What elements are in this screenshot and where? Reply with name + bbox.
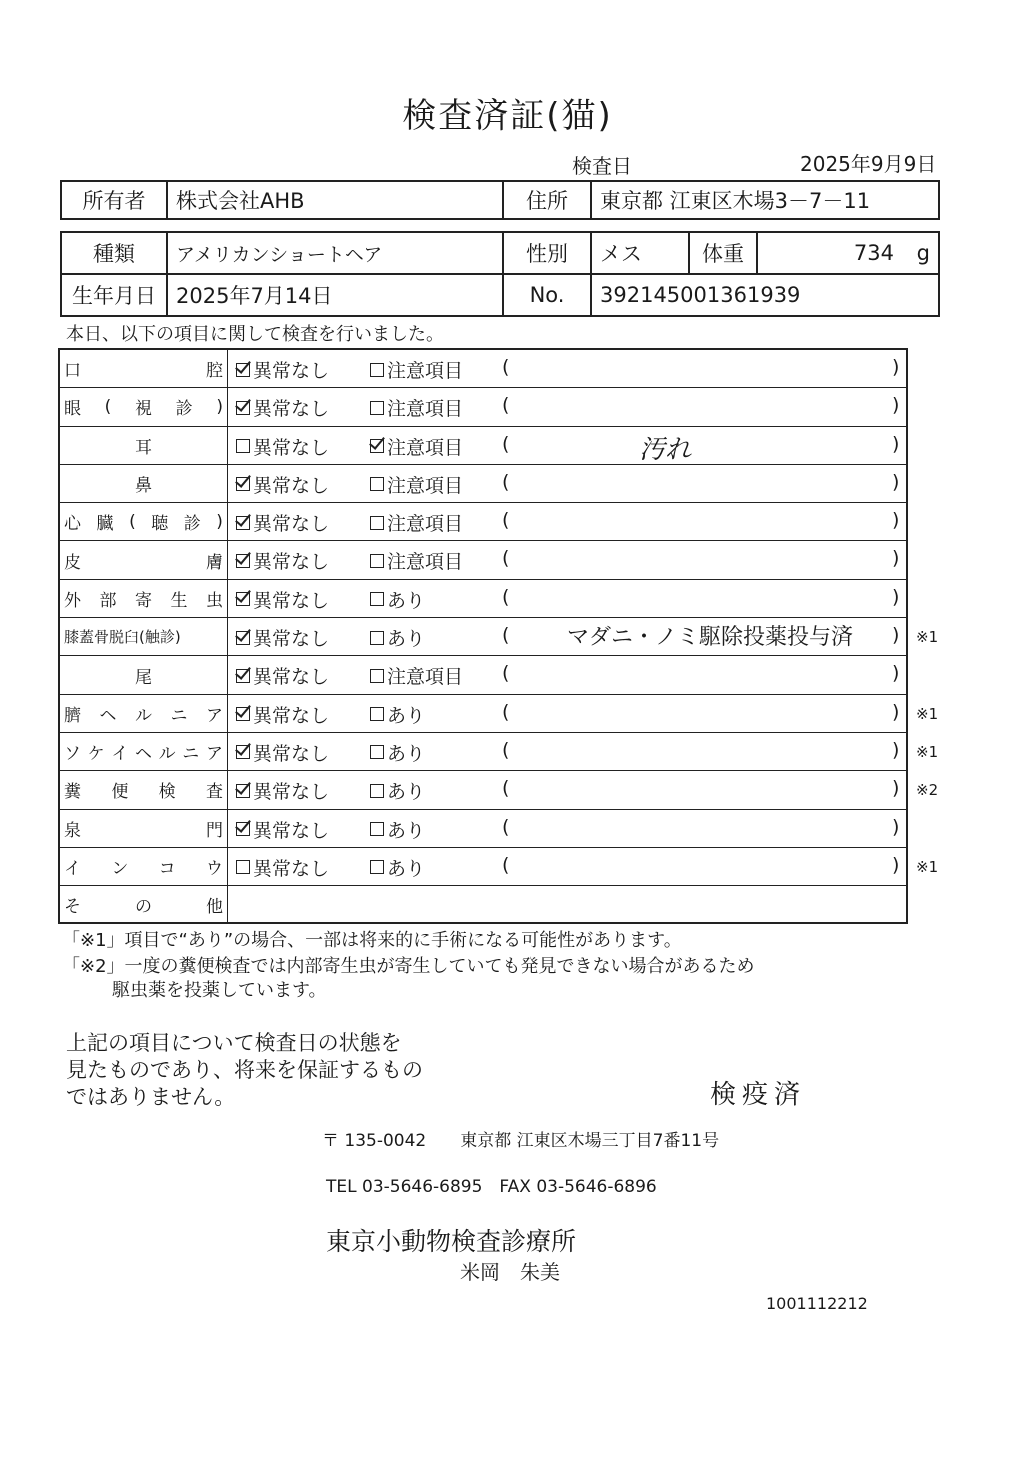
- second-option[interactable]: [370, 739, 425, 766]
- owner-table: [60, 180, 940, 220]
- second-checkbox[interactable]: [370, 477, 384, 491]
- normal-option[interactable]: [236, 701, 329, 728]
- item-note: 汚れ: [638, 434, 691, 465]
- normal-checkbox[interactable]: [236, 745, 250, 759]
- normal-option-label: 異常なし: [253, 857, 330, 880]
- animal-table: [60, 231, 940, 317]
- paren-close: ): [892, 394, 900, 417]
- second-checkbox[interactable]: [370, 707, 384, 721]
- second-option-label: 注意項目: [387, 474, 464, 497]
- inspection-date-label: 検査日: [572, 154, 632, 178]
- paren-open: (: [502, 356, 510, 378]
- paren-close: ): [892, 547, 900, 570]
- weight-value: 734: [853, 241, 894, 265]
- normal-option[interactable]: [236, 854, 329, 881]
- second-option[interactable]: [370, 662, 463, 689]
- label-char: 生: [170, 590, 188, 611]
- second-checkbox[interactable]: [370, 631, 384, 645]
- normal-checkbox[interactable]: [236, 784, 250, 798]
- second-checkbox[interactable]: [370, 860, 384, 874]
- second-checkbox[interactable]: [370, 439, 384, 453]
- normal-checkbox[interactable]: [236, 477, 250, 491]
- second-option[interactable]: [370, 394, 463, 421]
- paren-close: ): [892, 738, 900, 761]
- weight-cell: [757, 232, 939, 274]
- item-label: [60, 848, 228, 885]
- normal-option-label: 異常なし: [253, 474, 330, 497]
- paren-open: (: [502, 509, 510, 532]
- checklist-row: [60, 541, 906, 579]
- second-option[interactable]: [370, 356, 463, 383]
- second-option-label: あり: [387, 781, 426, 804]
- second-option[interactable]: [370, 547, 463, 574]
- checklist-row: [60, 656, 906, 694]
- label-char: 門: [206, 820, 223, 841]
- label-char: そ: [64, 896, 81, 917]
- number-value: 392145001361939: [591, 274, 939, 316]
- second-option-label: 注意項目: [387, 398, 464, 421]
- label-char: 診: [175, 399, 193, 420]
- label-char: 皮: [64, 552, 81, 573]
- label-char: 眼: [64, 399, 81, 420]
- item-label: [60, 503, 228, 540]
- second-checkbox[interactable]: [370, 554, 384, 568]
- label-char: 検: [158, 782, 176, 803]
- inspection-checklist: [58, 348, 939, 924]
- normal-option-label: 異常なし: [253, 589, 330, 612]
- label-char: 臍: [64, 705, 81, 726]
- second-option[interactable]: [370, 777, 425, 804]
- checklist-row: [60, 695, 939, 733]
- paren-open: (: [502, 547, 510, 570]
- label-char: 診: [183, 514, 201, 535]
- label-char: ル: [135, 705, 152, 726]
- checklist-row: [60, 503, 906, 541]
- label-char: 部: [99, 590, 117, 611]
- second-option[interactable]: [370, 586, 425, 613]
- birth-value: 2025年7月14日: [167, 274, 503, 316]
- paren-open: (: [502, 700, 510, 723]
- paren-open: (: [502, 853, 510, 876]
- normal-option-label: 異常なし: [253, 704, 330, 727]
- label-char: 査: [205, 782, 223, 803]
- label-char: ソ: [64, 744, 81, 765]
- paren-open: (: [502, 432, 510, 455]
- checklist-row: [60, 465, 906, 503]
- checklist-row-other: [60, 886, 906, 922]
- paren-close: ): [892, 853, 900, 876]
- label-char: ニ: [170, 705, 188, 726]
- footnote-mark: ※1: [916, 857, 939, 876]
- weight-label: 体重: [689, 232, 757, 274]
- birth-label: 生年月日: [61, 274, 167, 316]
- footnote-mark: ※2: [916, 781, 939, 800]
- label-char: 視: [134, 399, 152, 420]
- second-option[interactable]: [370, 509, 463, 536]
- second-option[interactable]: [370, 854, 425, 881]
- label-char: コ: [158, 859, 176, 879]
- second-option[interactable]: [370, 433, 463, 460]
- normal-option[interactable]: [236, 509, 329, 536]
- other-label: [60, 886, 228, 922]
- clinic-postal-address: 〒 135-0042 東京都 江東区木場三丁目7番11号: [322, 1131, 720, 1151]
- footnote-2-cont: 駆虫薬を投薬しています。: [112, 980, 327, 1001]
- label-char: 膚: [206, 552, 223, 573]
- breed-value: アメリカンショートヘア: [167, 232, 503, 274]
- label-char: 臓: [96, 514, 114, 535]
- paren-open: (: [502, 738, 510, 761]
- checklist-row: [60, 618, 939, 656]
- second-option[interactable]: [370, 471, 463, 498]
- label-char: (: [129, 511, 136, 532]
- label-char: 聴: [151, 514, 169, 535]
- weight-unit: g: [916, 241, 930, 265]
- label-char: ケ: [87, 744, 105, 765]
- clinic-phone: TEL 03-5646-6895 FAX 03-5646-6896: [326, 1177, 657, 1197]
- second-checkbox[interactable]: [370, 669, 384, 683]
- paren-close: ): [892, 624, 900, 647]
- checklist-row: [60, 350, 906, 388]
- item-label: [60, 695, 228, 732]
- address-value: 東京都 江東区木場3－7－11: [591, 181, 939, 219]
- normal-checkbox[interactable]: [236, 516, 250, 530]
- label-char: ア: [206, 705, 223, 726]
- second-checkbox[interactable]: [370, 592, 384, 606]
- item-note: マダニ・ノミ駆除投薬投与済: [566, 625, 853, 651]
- number-label: No.: [503, 274, 591, 316]
- second-option-label: あり: [387, 589, 426, 612]
- item-label: 尾: [60, 656, 228, 693]
- doctor-name: 米岡 朱美: [460, 1260, 560, 1284]
- label-char: 口: [64, 361, 81, 382]
- normal-checkbox[interactable]: [236, 554, 250, 568]
- second-option-label: あり: [387, 819, 426, 842]
- normal-checkbox[interactable]: [236, 631, 250, 645]
- label-char: イ: [111, 744, 129, 765]
- second-option-label: あり: [387, 742, 426, 765]
- second-option-label: あり: [387, 857, 426, 880]
- paren-close: ): [892, 585, 900, 608]
- item-label: [60, 350, 228, 387]
- second-option-label: 注意項目: [387, 513, 464, 536]
- second-option-label: 注意項目: [387, 360, 464, 382]
- label-char: 泉: [64, 820, 81, 841]
- label-char: ニ: [182, 744, 200, 765]
- normal-option[interactable]: [236, 356, 329, 383]
- paren-close: ): [892, 815, 900, 838]
- paren-close: ): [892, 662, 900, 685]
- paren-open: (: [502, 585, 510, 608]
- label-char: 心: [64, 514, 81, 535]
- normal-option[interactable]: [236, 394, 329, 421]
- label-char: ヘ: [99, 705, 117, 726]
- normal-option[interactable]: [236, 547, 329, 574]
- paren-open: (: [502, 815, 510, 838]
- normal-option[interactable]: [236, 777, 329, 804]
- footnote-1: 「※1」項目で“あり”の場合、一部は将来的に手術になる可能性があります。: [62, 930, 682, 951]
- checklist-row: [60, 848, 939, 886]
- label-char: 外: [64, 590, 81, 611]
- normal-checkbox[interactable]: [236, 363, 250, 377]
- paren-close: ): [892, 777, 900, 800]
- checklist-row: [60, 580, 906, 618]
- second-checkbox[interactable]: [370, 745, 384, 759]
- normal-option-label: 異常なし: [253, 819, 330, 842]
- paren-open: (: [502, 470, 510, 493]
- inspection-date: 2025年9月9日: [800, 152, 937, 176]
- normal-option-label: 異常なし: [253, 436, 330, 459]
- paren-close: ): [892, 700, 900, 723]
- disclaimer-line-1: 上記の項目について検査日の状態を: [66, 1031, 402, 1055]
- normal-option[interactable]: [236, 471, 329, 498]
- normal-checkbox[interactable]: [236, 822, 250, 836]
- paren-open: (: [502, 777, 510, 800]
- second-checkbox[interactable]: [370, 363, 384, 377]
- item-label: 鼻: [60, 465, 228, 502]
- normal-checkbox[interactable]: [236, 592, 250, 606]
- sex-value: メス: [591, 232, 689, 274]
- item-label: [60, 388, 228, 425]
- second-option-label: あり: [387, 628, 426, 651]
- normal-option-label: 異常なし: [253, 513, 330, 536]
- item-label: 膝蓋骨脱臼(触診): [60, 618, 228, 655]
- footnote-2: 「※2」一度の糞便検査では内部寄生虫が寄生していても発見できない場合があるため: [62, 956, 755, 977]
- label-char: 寄: [135, 590, 152, 611]
- label-char: ヘ: [134, 744, 152, 765]
- normal-checkbox[interactable]: [236, 669, 250, 683]
- checklist-row: [60, 733, 939, 771]
- label-char: の: [135, 896, 152, 917]
- paren-close: ): [892, 432, 900, 455]
- quarantine-stamp: 検疫済: [710, 1080, 807, 1110]
- normal-option-label: 異常なし: [253, 666, 330, 689]
- disclaimer: [66, 1030, 466, 1111]
- label-char: 腔: [206, 361, 223, 382]
- label-char: 糞: [64, 782, 81, 803]
- label-char: 便: [111, 782, 129, 803]
- owner-label: 所有者: [61, 181, 167, 219]
- page-title: 検査済証(猫): [402, 96, 613, 136]
- normal-option[interactable]: [236, 586, 329, 613]
- document-number: 1001112212: [766, 1294, 868, 1313]
- second-checkbox[interactable]: [370, 822, 384, 836]
- item-label: 耳: [60, 427, 228, 464]
- second-option-label: 注意項目: [387, 436, 464, 459]
- checklist-row: [60, 388, 906, 426]
- clinic-name: 東京小動物検査診療所: [326, 1227, 577, 1256]
- paren-close: ): [892, 509, 900, 532]
- normal-option[interactable]: [236, 816, 329, 843]
- normal-checkbox[interactable]: [236, 401, 250, 415]
- second-option-label: 注意項目: [387, 666, 464, 689]
- second-checkbox[interactable]: [370, 401, 384, 415]
- second-option-label: 注意項目: [387, 551, 464, 574]
- second-option[interactable]: [370, 701, 425, 728]
- normal-option[interactable]: [236, 739, 329, 766]
- normal-option-label: 異常なし: [253, 628, 330, 651]
- footnote-mark: ※1: [916, 742, 939, 761]
- item-label: [60, 541, 228, 578]
- checklist-row: [60, 771, 939, 809]
- checklist-row: [60, 427, 906, 465]
- second-option[interactable]: [370, 816, 425, 843]
- second-option[interactable]: [370, 624, 425, 651]
- second-checkbox[interactable]: [370, 784, 384, 798]
- paren-close: ): [892, 356, 900, 378]
- normal-option[interactable]: [236, 624, 329, 651]
- breed-label: 種類: [61, 232, 167, 274]
- normal-option-label: 異常なし: [253, 398, 330, 421]
- normal-checkbox[interactable]: [236, 707, 250, 721]
- second-option-label: あり: [387, 704, 426, 727]
- sex-label: 性別: [503, 232, 591, 274]
- label-char: ウ: [205, 859, 223, 879]
- paren-open: (: [502, 394, 510, 417]
- normal-checkbox[interactable]: [236, 439, 250, 453]
- label-char: ン: [111, 859, 129, 879]
- normal-option-label: 異常なし: [253, 781, 330, 804]
- paren-open: (: [502, 662, 510, 685]
- intro-text: 本日、以下の項目に関して検査を行いました。: [66, 324, 444, 345]
- label-char: 他: [206, 896, 223, 917]
- label-char: イ: [64, 859, 81, 879]
- checklist-row: [60, 810, 906, 848]
- address-label: 住所: [503, 181, 591, 219]
- label-char: 虫: [206, 590, 223, 611]
- label-char: ア: [205, 744, 223, 765]
- second-checkbox[interactable]: [370, 516, 384, 530]
- disclaimer-line-2: 見たものであり、将来を保証するもの: [66, 1058, 423, 1082]
- normal-option[interactable]: [236, 662, 329, 689]
- paren-open: (: [502, 624, 510, 647]
- normal-option[interactable]: [236, 433, 329, 460]
- paren-close: ): [892, 470, 900, 493]
- footnote-mark: ※1: [916, 628, 939, 647]
- footnote-mark: ※1: [916, 704, 939, 723]
- item-label: [60, 771, 228, 808]
- label-char: ): [216, 511, 223, 532]
- item-label: [60, 810, 228, 847]
- item-label: [60, 733, 228, 770]
- normal-option-label: 異常なし: [253, 551, 330, 574]
- label-char: ル: [158, 744, 176, 765]
- normal-option-label: 異常なし: [253, 360, 330, 382]
- normal-option-label: 異常なし: [253, 742, 330, 765]
- item-label: [60, 580, 228, 617]
- normal-checkbox[interactable]: [236, 860, 250, 874]
- label-char: (: [104, 396, 112, 417]
- owner-value: 株式会社AHB: [167, 181, 503, 219]
- disclaimer-line-3: ではありません。: [66, 1085, 236, 1109]
- label-char: ): [216, 396, 223, 417]
